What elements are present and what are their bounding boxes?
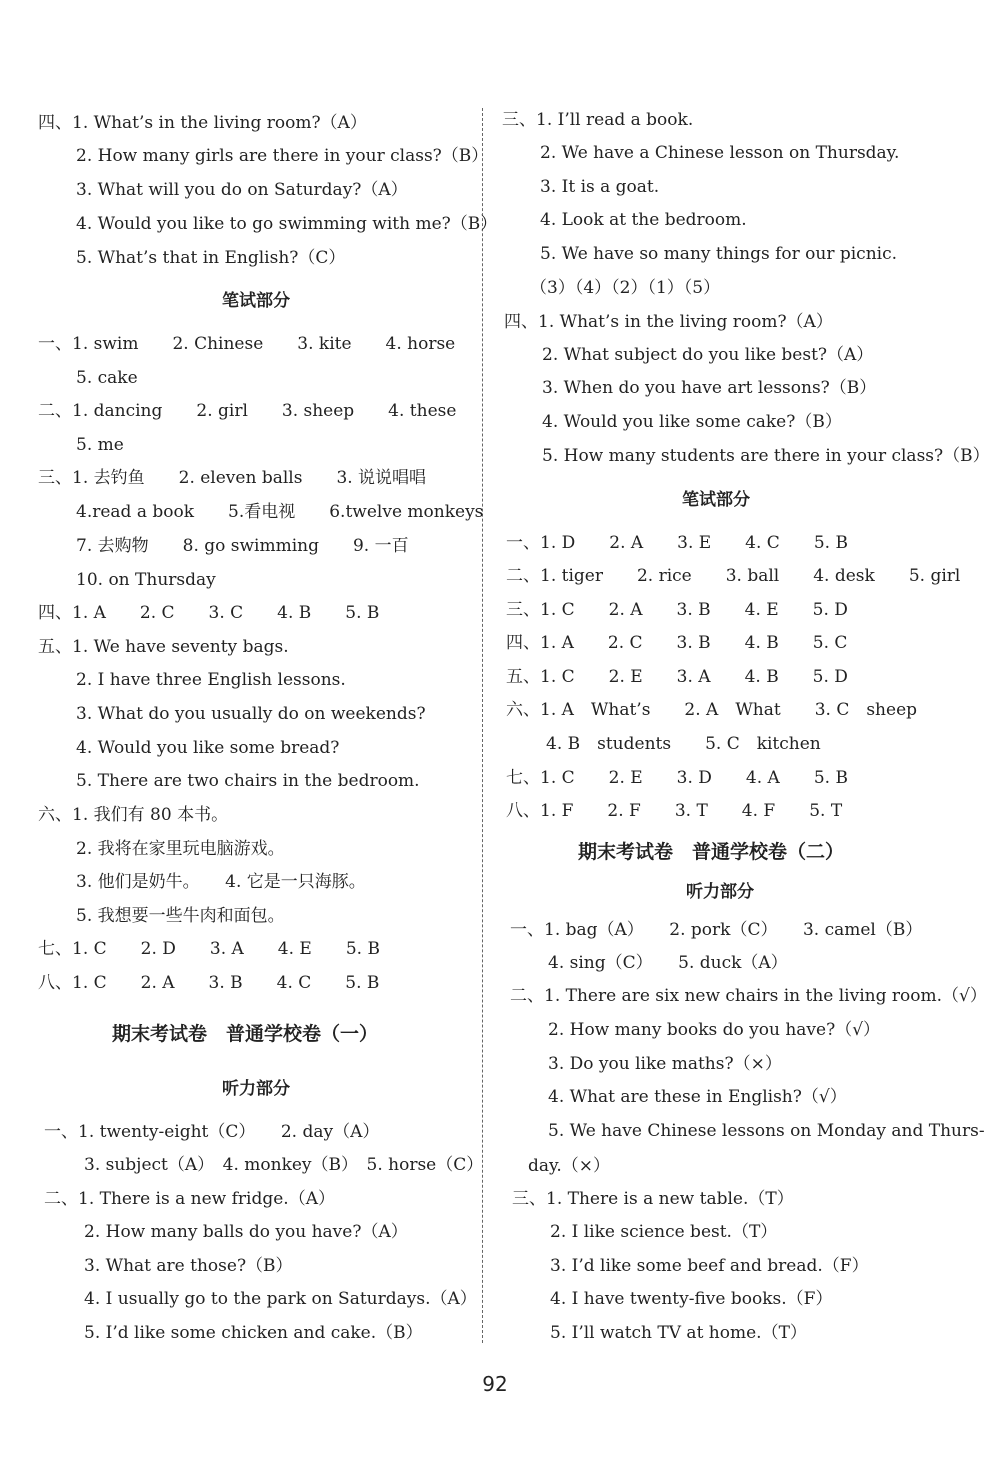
answer-line: 2. I like science best.（T） — [550, 1222, 778, 1242]
answer-line: 五、1. C 2. E 3. A 4. B 5. D — [506, 667, 848, 687]
answer-line: 4. B students 5. C kitchen — [546, 734, 821, 754]
answer-line: 5. How many students are there in your class?（B） — [542, 446, 990, 466]
answer-line: 三、1. 去钓鱼 2. eleven balls 3. 说说唱唱 — [38, 468, 427, 488]
answer-line: 二、1. dancing 2. girl 3. sheep 4. these — [38, 401, 457, 421]
answer-line: 5. I’d like some chicken and cake.（B） — [84, 1323, 423, 1343]
answer-line: 2. How many books do you have?（√） — [548, 1020, 881, 1040]
answer-line: 七、1. C 2. E 3. D 4. A 5. B — [506, 768, 848, 788]
answer-line: 一、1. swim 2. Chinese 3. kite 4. horse — [38, 334, 456, 354]
answer-line: 七、1. C 2. D 3. A 4. E 5. B — [38, 939, 380, 959]
answer-line: 二、1. There are six new chairs in the living room.（√） — [510, 986, 987, 1006]
section-heading: 听力部分 — [686, 882, 754, 902]
answer-line: 5. We have Chinese lessons on Monday and Thurs- — [548, 1121, 985, 1141]
section-heading: 笔试部分 — [682, 490, 750, 510]
answer-line: 3. It is a goat. — [540, 177, 660, 197]
page-number: 92 — [482, 1372, 508, 1396]
answer-line: 5. What’s that in English?（C） — [76, 248, 346, 268]
answer-line: 六、1. 我们有 80 本书。 — [38, 805, 229, 825]
answer-line: 三、1. C 2. A 3. B 4. E 5. D — [506, 600, 848, 620]
answer-line: 二、1. tiger 2. rice 3. ball 4. desk 5. girl — [506, 566, 961, 586]
answer-line: 3. Do you like maths?（×） — [548, 1054, 782, 1074]
answer-line: 二、1. There is a new fridge.（A） — [44, 1189, 335, 1209]
answer-line: 3. I’d like some beef and bread.（F） — [550, 1256, 869, 1276]
answer-line: 4. Would you like some bread? — [76, 738, 340, 758]
answer-line: 八、1. C 2. A 3. B 4. C 5. B — [38, 973, 380, 993]
exam-title: 期末考试卷 普通学校卷（二） — [578, 841, 845, 863]
answer-line: 4. Would you like some cake?（B） — [542, 412, 842, 432]
answer-line: 4.read a book 5.看电视 6.twelve monkeys — [76, 502, 484, 522]
answer-line: 5. 我想要一些牛肉和面包。 — [76, 906, 285, 926]
answer-line: 2. What subject do you like best?（A） — [542, 345, 874, 365]
answer-line: 2. 我将在家里玩电脑游戏。 — [76, 839, 285, 859]
answer-line: 4. I have twenty-five books.（F） — [550, 1289, 833, 1309]
answer-line: 4. sing（C） 5. duck（A） — [548, 953, 788, 973]
section-heading: 笔试部分 — [222, 291, 290, 311]
answer-line: 2. How many balls do you have?（A） — [84, 1222, 408, 1242]
answer-line: 4. What are these in English?（√） — [548, 1087, 847, 1107]
answer-line: 四、1. A 2. C 3. B 4. B 5. C — [506, 633, 848, 653]
answer-line: 一、1. twenty-eight（C） 2. day（A） — [44, 1122, 380, 1142]
answer-line: 5. me — [76, 435, 124, 455]
answer-line: 3. What are those?（B） — [84, 1256, 293, 1276]
answer-line: 一、1. D 2. A 3. E 4. C 5. B — [506, 533, 848, 553]
answer-line: 3. What will you do on Saturday?（A） — [76, 180, 408, 200]
answer-line: 六、1. A What’s 2. A What 3. C sheep — [506, 700, 918, 720]
answer-line: 四、1. What’s in the living room?（A） — [504, 312, 833, 332]
answer-line: 5. cake — [76, 368, 138, 388]
answer-line: 四、1. What’s in the living room?（A） — [38, 113, 367, 133]
answer-line: 2. We have a Chinese lesson on Thursday. — [540, 143, 900, 163]
answer-line: 3. 他们是奶牛。 4. 它是一只海豚。 — [76, 872, 366, 892]
answer-line: 4. I usually go to the park on Saturdays.（A） — [84, 1289, 477, 1309]
answer-line: 5. We have so many things for our picnic. — [540, 244, 897, 264]
exam-title: 期末考试卷 普通学校卷（一） — [112, 1023, 379, 1045]
answer-line: 5. I’ll watch TV at home.（T） — [550, 1323, 807, 1343]
answer-line: 3. When do you have art lessons?（B） — [542, 378, 877, 398]
section-heading: 听力部分 — [222, 1079, 290, 1099]
answer-line: 7. 去购物 8. go swimming 9. 一百 — [76, 536, 409, 556]
answer-line: （3）（4）（2）（1）（5） — [530, 278, 721, 298]
answer-line: 3. What do you usually do on weekends? — [76, 704, 426, 724]
answer-line: 2. I have three English lessons. — [76, 670, 346, 690]
answer-line: 五、1. We have seventy bags. — [38, 637, 289, 657]
answer-line: 一、1. bag（A） 2. pork（C） 3. camel（B） — [510, 920, 923, 940]
answer-line: 三、1. I’ll read a book. — [502, 110, 694, 130]
answer-line: day.（×） — [528, 1156, 611, 1176]
answer-line: 八、1. F 2. F 3. T 4. F 5. T — [506, 801, 843, 821]
answer-line: 2. How many girls are there in your class?（B） — [76, 146, 489, 166]
answer-line: 3. subject（A） 4. monkey（B） 5. horse（C） — [84, 1155, 484, 1175]
answer-line: 三、1. There is a new table.（T） — [512, 1189, 794, 1209]
answer-line: 4. Look at the bedroom. — [540, 210, 747, 230]
answer-line: 10. on Thursday — [76, 570, 216, 590]
answer-line: 四、1. A 2. C 3. C 4. B 5. B — [38, 603, 380, 623]
answer-line: 4. Would you like to go swimming with me?（B） — [76, 214, 498, 234]
answer-line: 5. There are two chairs in the bedroom. — [76, 771, 420, 791]
